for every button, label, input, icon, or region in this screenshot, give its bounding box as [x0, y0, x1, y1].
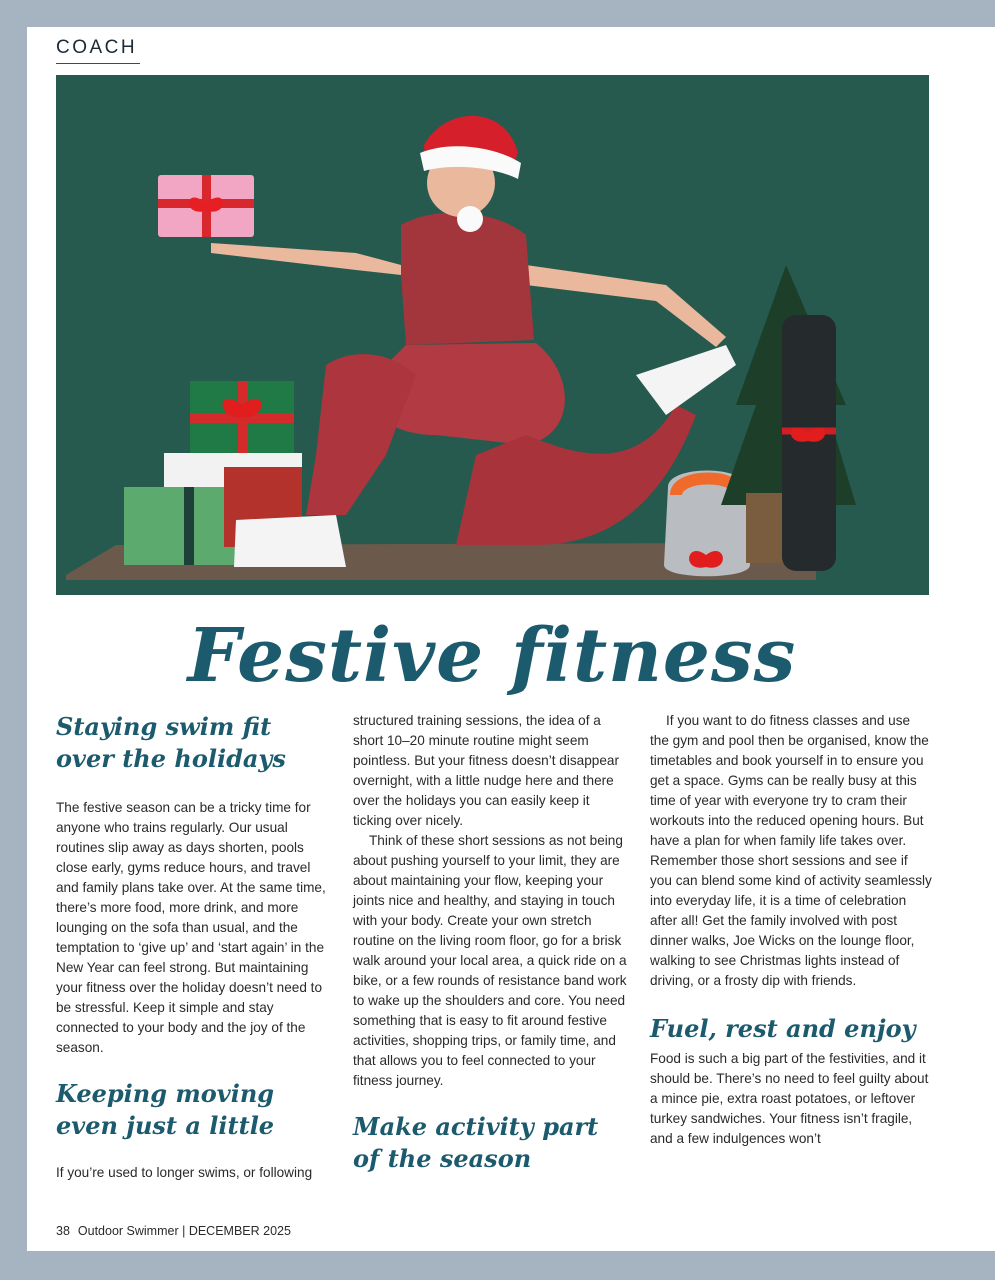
continued-text — [353, 711, 628, 831]
column-1 — [56, 711, 331, 1183]
section-heading: Staying swim fit over the holidays — [56, 712, 286, 773]
column-2 — [353, 711, 628, 1175]
section-heading: Fuel, rest and enjoy — [650, 1014, 916, 1043]
section-label: COACH — [56, 37, 140, 64]
magazine-page — [27, 27, 995, 1251]
body-paragraph: If you’re used to longer swims, or following — [56, 1165, 313, 1180]
body-paragraph: If you want to do fitness classes and use the gym and pool then be organised, know the timetables and book yourself in to ensure you get a space. Gyms can be really busy at this time of year with everyone try to cram their workouts into the reduced opening hours. But have a plan for when family life takes over. Remember those short sessions and see if you can blend some kind of activity seamlessly into everyday life, it is a time of celebration after all! Get the family involved with post dinner walks, Joe Wicks on the lounge floor, walking to see Christmas lights instead of driving, or a frosty dip with friends. — [650, 713, 932, 988]
hero-illustration — [56, 75, 929, 595]
column-3 — [650, 711, 932, 1149]
body-paragraph: The festive season can be a tricky time for anyone who trains regularly. Our usual routines slip away as days shorten, pools close early, gyms reduce hours, and travel and family plans take over. At the same time, there’s more food, more drink, and more lounging on the sofa than usual, and the temptation to ‘give up’ and ‘start again’ in the New Year can feel strong. But maintaining your fitness over the holiday doesn’t need to be stressful. Keep it simple and stay connected to your body and the joy of the season. — [56, 800, 326, 1055]
body-paragraph: Think of these short sessions as not being about pushing yourself to your limit, they are about maintaining your flow, keeping your joints nice and healthy, and staying in touch with your body. Create your own stretch routine on the living room floor, go for a brisk walk around your local area, a quick ride on a bike, or a few rounds of resistance band work to wake up the shoulders and core. You need something that is easy to fit around festive activities, shopping trips, or family time, and that allows you to feel connected to your fitness journey. — [353, 833, 627, 1088]
yoga-mat — [782, 315, 836, 571]
page-footer — [56, 1224, 291, 1238]
publication-line: Outdoor Swimmer | DECEMBER 2025 — [77, 1224, 291, 1238]
body-paragraph: Food is such a big part of the festivities, and it should be. There’s no need to feel guilty about a mince pie, extra roast potatoes, or leftover turkey sandwiches. Your fitness isn’t fragile, and a few indulgences won’t — [650, 1051, 929, 1146]
article-title: Festive fitness — [187, 613, 797, 699]
section-heading: Keeping moving even just a little — [56, 1079, 275, 1140]
pink-gift — [158, 175, 254, 237]
body-paragraph: structured training sessions, the idea of a short 10–20 minute routine might seem pointless. But your fitness doesn’t disappear overnight, with a little nudge here and there over the holidays you can easily keep it ticking over nicely. — [353, 713, 619, 828]
section-heading: Make activity part of the season — [353, 1112, 599, 1173]
hero-image — [56, 75, 929, 595]
page-number: 38 — [56, 1224, 70, 1238]
